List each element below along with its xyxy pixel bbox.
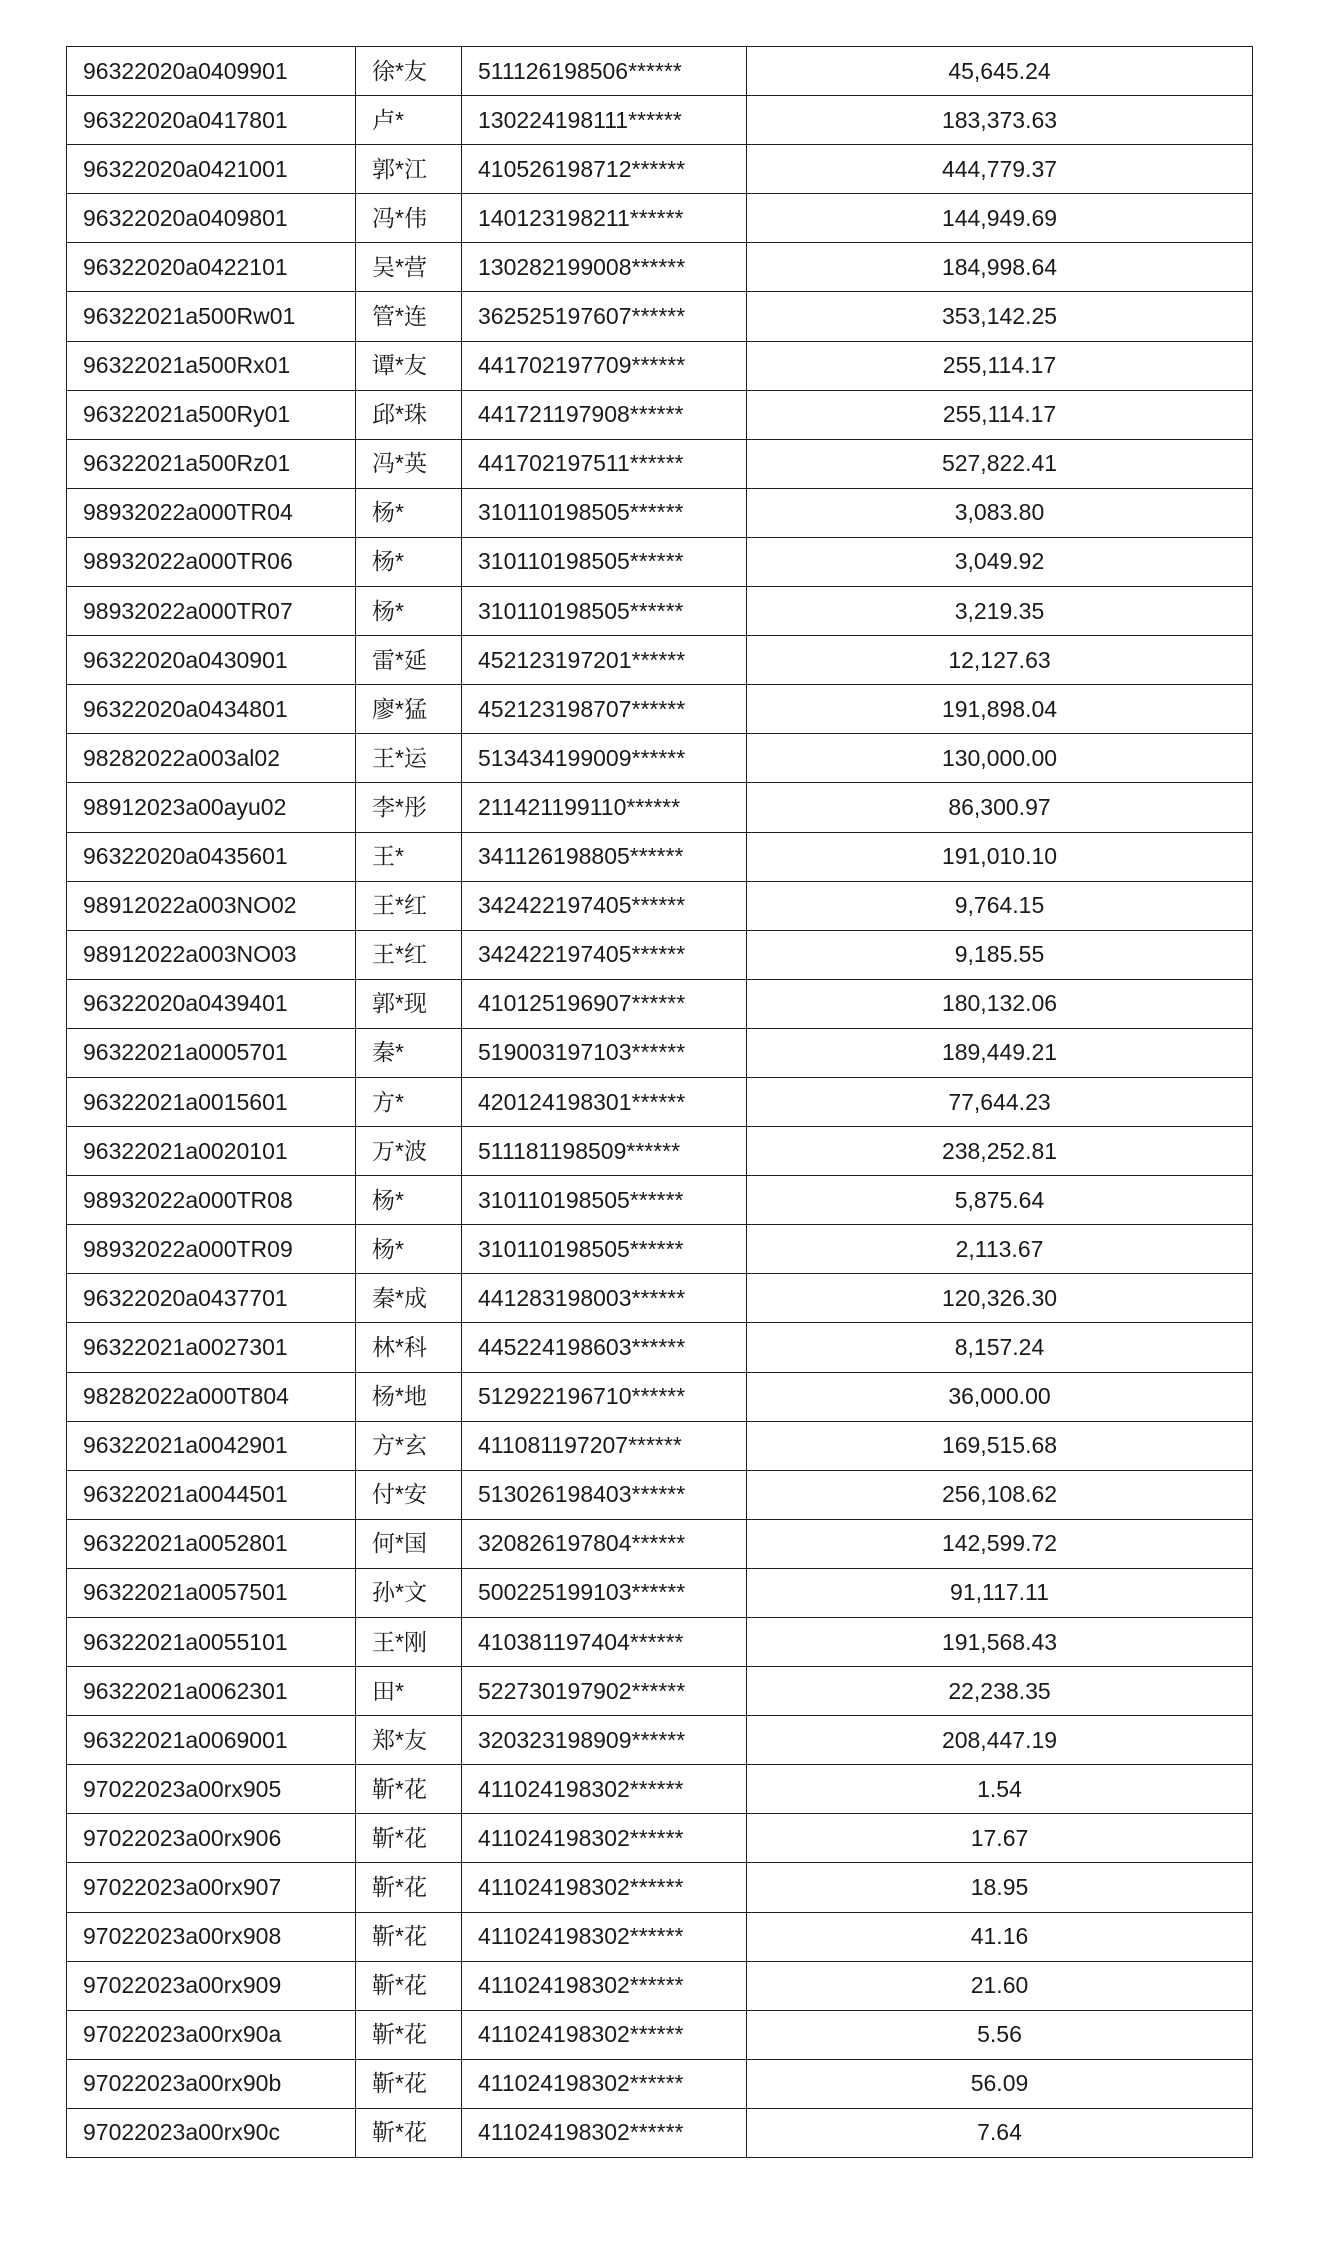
id-number-cell: 411024198302****** — [462, 1961, 747, 2010]
holder-name-cell: 杨* — [356, 488, 462, 537]
holder-name-cell: 王*运 — [356, 734, 462, 783]
table-row — [67, 292, 1253, 341]
record-id-cell: 98912022a003NO03 — [67, 930, 356, 979]
record-id-cell: 96322021a0042901 — [67, 1421, 356, 1470]
holder-name-cell: 林*科 — [356, 1323, 462, 1372]
table-row — [67, 2059, 1253, 2108]
record-id-cell: 96322020a0409801 — [67, 194, 356, 243]
table-row — [67, 1028, 1253, 1077]
holder-name-cell: 何*国 — [356, 1519, 462, 1568]
holder-name-cell: 靳*花 — [356, 1961, 462, 2010]
table-row — [67, 1372, 1253, 1421]
amount-cell: 45,645.24 — [747, 47, 1253, 96]
holder-name-cell: 冯*英 — [356, 439, 462, 488]
holder-name-cell: 徐*友 — [356, 47, 462, 96]
id-number-cell: 130224198111****** — [462, 96, 747, 145]
amount-cell: 3,219.35 — [747, 587, 1253, 636]
amount-cell: 256,108.62 — [747, 1470, 1253, 1519]
amount-cell: 21.60 — [747, 1961, 1253, 2010]
amount-cell: 77,644.23 — [747, 1077, 1253, 1126]
table-row — [67, 734, 1253, 783]
id-number-cell: 441283198003****** — [462, 1274, 747, 1323]
id-number-cell: 362525197607****** — [462, 292, 747, 341]
id-number-cell: 522730197902****** — [462, 1667, 747, 1716]
id-number-cell: 211421199110****** — [462, 783, 747, 832]
record-id-cell: 96322021a0062301 — [67, 1667, 356, 1716]
holder-name-cell: 冯*伟 — [356, 194, 462, 243]
amount-cell: 130,000.00 — [747, 734, 1253, 783]
table-row — [67, 1863, 1253, 1912]
record-id-cell: 96322020a0417801 — [67, 96, 356, 145]
table-row — [67, 1519, 1253, 1568]
amount-cell: 3,083.80 — [747, 488, 1253, 537]
table-row — [67, 390, 1253, 439]
holder-name-cell: 王*红 — [356, 881, 462, 930]
holder-name-cell: 靳*花 — [356, 2010, 462, 2059]
record-id-cell: 97022023a00rx90c — [67, 2108, 356, 2157]
table-row — [67, 1176, 1253, 1225]
holder-name-cell: 杨*地 — [356, 1372, 462, 1421]
id-number-cell: 410125196907****** — [462, 979, 747, 1028]
id-number-cell: 411024198302****** — [462, 1912, 747, 1961]
record-id-cell: 96322021a500Rz01 — [67, 439, 356, 488]
record-id-cell: 98912022a003NO02 — [67, 881, 356, 930]
amount-cell: 255,114.17 — [747, 341, 1253, 390]
amount-cell: 120,326.30 — [747, 1274, 1253, 1323]
holder-name-cell: 吴*营 — [356, 243, 462, 292]
amount-cell: 191,898.04 — [747, 685, 1253, 734]
record-id-cell: 98282022a000T804 — [67, 1372, 356, 1421]
amount-cell: 1.54 — [747, 1765, 1253, 1814]
holder-name-cell: 杨* — [356, 537, 462, 586]
holder-name-cell: 卢* — [356, 96, 462, 145]
id-number-cell: 512922196710****** — [462, 1372, 747, 1421]
holder-name-cell: 方* — [356, 1077, 462, 1126]
holder-name-cell: 廖*猛 — [356, 685, 462, 734]
holder-name-cell: 郭*江 — [356, 145, 462, 194]
document-page — [66, 46, 1252, 2158]
record-id-cell: 96322021a0069001 — [67, 1716, 356, 1765]
record-id-cell: 98932022a000TR09 — [67, 1225, 356, 1274]
record-id-cell: 96322020a0435601 — [67, 832, 356, 881]
table-row — [67, 1618, 1253, 1667]
table-row — [67, 930, 1253, 979]
id-number-cell: 130282199008****** — [462, 243, 747, 292]
id-number-cell: 500225199103****** — [462, 1568, 747, 1617]
record-id-cell: 96322021a0055101 — [67, 1618, 356, 1667]
amount-cell: 191,010.10 — [747, 832, 1253, 881]
amount-cell: 189,449.21 — [747, 1028, 1253, 1077]
amount-cell: 9,185.55 — [747, 930, 1253, 979]
record-id-cell: 96322021a0027301 — [67, 1323, 356, 1372]
id-number-cell: 452123198707****** — [462, 685, 747, 734]
record-id-cell: 96322021a500Rw01 — [67, 292, 356, 341]
table-row — [67, 537, 1253, 586]
table-row — [67, 1716, 1253, 1765]
amount-cell: 22,238.35 — [747, 1667, 1253, 1716]
id-number-cell: 452123197201****** — [462, 636, 747, 685]
record-id-cell: 97022023a00rx909 — [67, 1961, 356, 2010]
record-id-cell: 96322021a0020101 — [67, 1127, 356, 1176]
record-id-cell: 98932022a000TR08 — [67, 1176, 356, 1225]
table-row — [67, 832, 1253, 881]
id-number-cell: 140123198211****** — [462, 194, 747, 243]
id-number-cell: 411024198302****** — [462, 2108, 747, 2157]
amount-cell: 8,157.24 — [747, 1323, 1253, 1372]
record-id-cell: 98932022a000TR07 — [67, 587, 356, 636]
id-number-cell: 341126198805****** — [462, 832, 747, 881]
table-row — [67, 1912, 1253, 1961]
amount-cell: 180,132.06 — [747, 979, 1253, 1028]
table-row — [67, 636, 1253, 685]
amount-cell: 7.64 — [747, 2108, 1253, 2157]
amount-cell: 169,515.68 — [747, 1421, 1253, 1470]
amount-cell: 36,000.00 — [747, 1372, 1253, 1421]
record-id-cell: 96322020a0434801 — [67, 685, 356, 734]
record-id-cell: 96322021a0015601 — [67, 1077, 356, 1126]
id-number-cell: 511126198506****** — [462, 47, 747, 96]
holder-name-cell: 秦*成 — [356, 1274, 462, 1323]
id-number-cell: 342422197405****** — [462, 881, 747, 930]
amount-cell: 41.16 — [747, 1912, 1253, 1961]
record-id-cell: 96322021a0052801 — [67, 1519, 356, 1568]
holder-name-cell: 靳*花 — [356, 1863, 462, 1912]
amount-cell: 56.09 — [747, 2059, 1253, 2108]
id-number-cell: 320323198909****** — [462, 1716, 747, 1765]
amount-cell: 91,117.11 — [747, 1568, 1253, 1617]
holder-name-cell: 王*刚 — [356, 1618, 462, 1667]
table-row — [67, 1961, 1253, 2010]
record-id-cell: 96322020a0437701 — [67, 1274, 356, 1323]
records-table-body — [67, 47, 1253, 2158]
amount-cell: 444,779.37 — [747, 145, 1253, 194]
holder-name-cell: 雷*延 — [356, 636, 462, 685]
id-number-cell: 511181198509****** — [462, 1127, 747, 1176]
amount-cell: 255,114.17 — [747, 390, 1253, 439]
id-number-cell: 310110198505****** — [462, 1225, 747, 1274]
amount-cell: 527,822.41 — [747, 439, 1253, 488]
id-number-cell: 411024198302****** — [462, 1863, 747, 1912]
record-id-cell: 96322021a0005701 — [67, 1028, 356, 1077]
holder-name-cell: 靳*花 — [356, 1814, 462, 1863]
record-id-cell: 97022023a00rx906 — [67, 1814, 356, 1863]
amount-cell: 184,998.64 — [747, 243, 1253, 292]
holder-name-cell: 秦* — [356, 1028, 462, 1077]
holder-name-cell: 田* — [356, 1667, 462, 1716]
table-row — [67, 145, 1253, 194]
amount-cell: 17.67 — [747, 1814, 1253, 1863]
holder-name-cell: 郑*友 — [356, 1716, 462, 1765]
amount-cell: 2,113.67 — [747, 1225, 1253, 1274]
record-id-cell: 98932022a000TR04 — [67, 488, 356, 537]
record-id-cell: 96322020a0439401 — [67, 979, 356, 1028]
record-id-cell: 98282022a003al02 — [67, 734, 356, 783]
table-row — [67, 1127, 1253, 1176]
record-id-cell: 96322020a0409901 — [67, 47, 356, 96]
id-number-cell: 411024198302****** — [462, 1765, 747, 1814]
amount-cell: 183,373.63 — [747, 96, 1253, 145]
holder-name-cell: 王*红 — [356, 930, 462, 979]
amount-cell: 5.56 — [747, 2010, 1253, 2059]
record-id-cell: 98932022a000TR06 — [67, 537, 356, 586]
holder-name-cell: 王* — [356, 832, 462, 881]
table-row — [67, 1470, 1253, 1519]
amount-cell: 3,049.92 — [747, 537, 1253, 586]
table-row — [67, 1077, 1253, 1126]
table-row — [67, 488, 1253, 537]
amount-cell: 18.95 — [747, 1863, 1253, 1912]
id-number-cell: 411024198302****** — [462, 2059, 747, 2108]
amount-cell: 208,447.19 — [747, 1716, 1253, 1765]
record-id-cell: 96322021a500Ry01 — [67, 390, 356, 439]
id-number-cell: 411081197207****** — [462, 1421, 747, 1470]
id-number-cell: 441702197709****** — [462, 341, 747, 390]
record-id-cell: 96322020a0422101 — [67, 243, 356, 292]
amount-cell: 144,949.69 — [747, 194, 1253, 243]
id-number-cell: 519003197103****** — [462, 1028, 747, 1077]
holder-name-cell: 谭*友 — [356, 341, 462, 390]
table-row — [67, 194, 1253, 243]
table-row — [67, 243, 1253, 292]
table-row — [67, 685, 1253, 734]
record-id-cell: 97022023a00rx905 — [67, 1765, 356, 1814]
table-row — [67, 2108, 1253, 2157]
id-number-cell: 445224198603****** — [462, 1323, 747, 1372]
amount-cell: 9,764.15 — [747, 881, 1253, 930]
id-number-cell: 441702197511****** — [462, 439, 747, 488]
holder-name-cell: 杨* — [356, 587, 462, 636]
table-row — [67, 1667, 1253, 1716]
id-number-cell: 310110198505****** — [462, 488, 747, 537]
amount-cell: 191,568.43 — [747, 1618, 1253, 1667]
amount-cell: 5,875.64 — [747, 1176, 1253, 1225]
record-id-cell: 96322020a0430901 — [67, 636, 356, 685]
id-number-cell: 513026198403****** — [462, 1470, 747, 1519]
record-id-cell: 96322021a0057501 — [67, 1568, 356, 1617]
holder-name-cell: 付*安 — [356, 1470, 462, 1519]
holder-name-cell: 方*玄 — [356, 1421, 462, 1470]
table-row — [67, 1814, 1253, 1863]
table-row — [67, 587, 1253, 636]
amount-cell: 142,599.72 — [747, 1519, 1253, 1568]
holder-name-cell: 靳*花 — [356, 1912, 462, 1961]
holder-name-cell: 杨* — [356, 1176, 462, 1225]
table-row — [67, 1421, 1253, 1470]
holder-name-cell: 靳*花 — [356, 2108, 462, 2157]
holder-name-cell: 靳*花 — [356, 1765, 462, 1814]
holder-name-cell: 邱*珠 — [356, 390, 462, 439]
id-number-cell: 310110198505****** — [462, 1176, 747, 1225]
amount-cell: 86,300.97 — [747, 783, 1253, 832]
amount-cell: 353,142.25 — [747, 292, 1253, 341]
record-id-cell: 96322021a0044501 — [67, 1470, 356, 1519]
table-row — [67, 1323, 1253, 1372]
holder-name-cell: 郭*现 — [356, 979, 462, 1028]
holder-name-cell: 杨* — [356, 1225, 462, 1274]
holder-name-cell: 李*彤 — [356, 783, 462, 832]
record-id-cell: 97022023a00rx90a — [67, 2010, 356, 2059]
id-number-cell: 310110198505****** — [462, 537, 747, 586]
id-number-cell: 410526198712****** — [462, 145, 747, 194]
records-table — [66, 46, 1253, 2158]
holder-name-cell: 万*波 — [356, 1127, 462, 1176]
id-number-cell: 320826197804****** — [462, 1519, 747, 1568]
record-id-cell: 96322020a0421001 — [67, 145, 356, 194]
record-id-cell: 97022023a00rx907 — [67, 1863, 356, 1912]
table-row — [67, 47, 1253, 96]
id-number-cell: 411024198302****** — [462, 1814, 747, 1863]
table-row — [67, 979, 1253, 1028]
table-row — [67, 1568, 1253, 1617]
table-row — [67, 881, 1253, 930]
id-number-cell: 410381197404****** — [462, 1618, 747, 1667]
id-number-cell: 420124198301****** — [462, 1077, 747, 1126]
id-number-cell: 310110198505****** — [462, 587, 747, 636]
table-row — [67, 96, 1253, 145]
table-row — [67, 1765, 1253, 1814]
record-id-cell: 96322021a500Rx01 — [67, 341, 356, 390]
table-row — [67, 341, 1253, 390]
id-number-cell: 513434199009****** — [462, 734, 747, 783]
table-row — [67, 439, 1253, 488]
record-id-cell: 98912023a00ayu02 — [67, 783, 356, 832]
record-id-cell: 97022023a00rx90b — [67, 2059, 356, 2108]
holder-name-cell: 管*连 — [356, 292, 462, 341]
table-row — [67, 2010, 1253, 2059]
table-row — [67, 1274, 1253, 1323]
holder-name-cell: 孙*文 — [356, 1568, 462, 1617]
id-number-cell: 411024198302****** — [462, 2010, 747, 2059]
table-row — [67, 1225, 1253, 1274]
table-row — [67, 783, 1253, 832]
amount-cell: 238,252.81 — [747, 1127, 1253, 1176]
record-id-cell: 97022023a00rx908 — [67, 1912, 356, 1961]
amount-cell: 12,127.63 — [747, 636, 1253, 685]
id-number-cell: 342422197405****** — [462, 930, 747, 979]
id-number-cell: 441721197908****** — [462, 390, 747, 439]
holder-name-cell: 靳*花 — [356, 2059, 462, 2108]
